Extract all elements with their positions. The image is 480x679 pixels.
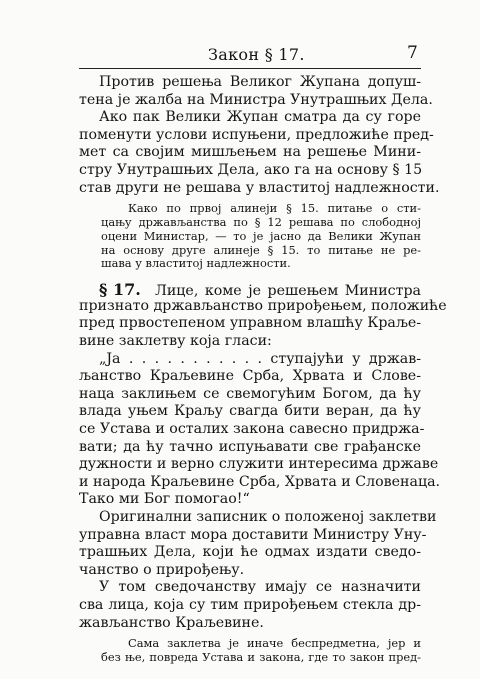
footnote-line: Како по првој алинеји § 15. питање о сти-: [128, 201, 421, 216]
text-line: Ако пак Велики Жупан сматра да су горе: [99, 109, 421, 126]
text-line: Против решења Великог Жупана допуш-: [99, 74, 421, 90]
oath-line: влада уњем Краљу свагда бити веран, да ћу: [79, 403, 421, 420]
footnote-line: без ње, повреда Устава и закона, где то закон пред-: [101, 650, 421, 664]
footnote-line: шава у властитој надлежности.: [101, 256, 291, 271]
text-line: У том сведочанству имају се назначити: [99, 579, 421, 596]
oath-line: „Ја . . . . . . . . . . . ступајући у држав-: [99, 350, 421, 367]
text-line: тена је жалба на Министра Унутрашњих Дела.: [79, 91, 433, 108]
footnote-line: на основу друге алинеје § 15. то питање не ре-: [101, 242, 421, 257]
text-line: признато држављанство прирођењем, положиће: [79, 297, 447, 314]
oath-line: дужности и верно служити интересима државе: [79, 456, 439, 473]
header-rule: [79, 68, 421, 69]
footnote-line: цању држављанства по § 12 решава по слободној: [101, 215, 421, 229]
text-line: чанство о прирођењу.: [79, 561, 245, 578]
text-line: трашњих Дела, који ће одмах издати сведо-: [79, 544, 421, 561]
footnote-line: оцени Министар, — то је јасно да Велики Жупан: [101, 228, 421, 243]
text-line: вине заклетву која гласи:: [79, 333, 272, 349]
oath-line: наца заклињем се свемогућим Богом, да ћу: [79, 385, 421, 402]
text-line: стру Унутрашњих Дела, ако га на основу § 15: [79, 162, 423, 178]
text-line: пред првостепеном управном влашћу Краље-: [79, 315, 422, 332]
text-line: Оригинални записник о положеној заклетви: [99, 509, 437, 525]
oath-line: вати; да ћу тачно испуњавати све грађанске: [79, 438, 421, 455]
text-line: став други не решава у властитој надлежности.: [79, 179, 440, 196]
oath-line: Тако ми Бог помогао!“: [79, 491, 250, 508]
text-line: мет са својим мишљењем на решење Мини-: [79, 144, 421, 161]
oath-line: љанство Краљевине Срба, Хрвата и Слове-: [79, 368, 421, 385]
running-header: Закон § 17.: [208, 45, 305, 64]
section-heading-line: [99, 280, 421, 299]
text-line: поменути услови испуњени, предложиће пред-: [79, 126, 434, 143]
text-line: жављанство Краљевине.: [79, 614, 264, 631]
text-line: сва лица, која су тим прирођењем стекла др-: [79, 597, 421, 613]
oath-line: и народа Краљевине Срба, Хрвата и Словенаца.: [79, 473, 441, 490]
oath-line: се Устава и осталих закона савесно придржа-: [79, 421, 425, 437]
text-line: управна власт мора доставити Министру Уну-: [79, 526, 427, 543]
text-line: Лице, коме је решењем Министра: [155, 283, 421, 300]
page-number: 7: [407, 43, 418, 63]
footnote-line: Сама заклетва је иначе беспредметна, јер и: [128, 636, 421, 651]
section-mark: § 17.: [99, 280, 141, 300]
